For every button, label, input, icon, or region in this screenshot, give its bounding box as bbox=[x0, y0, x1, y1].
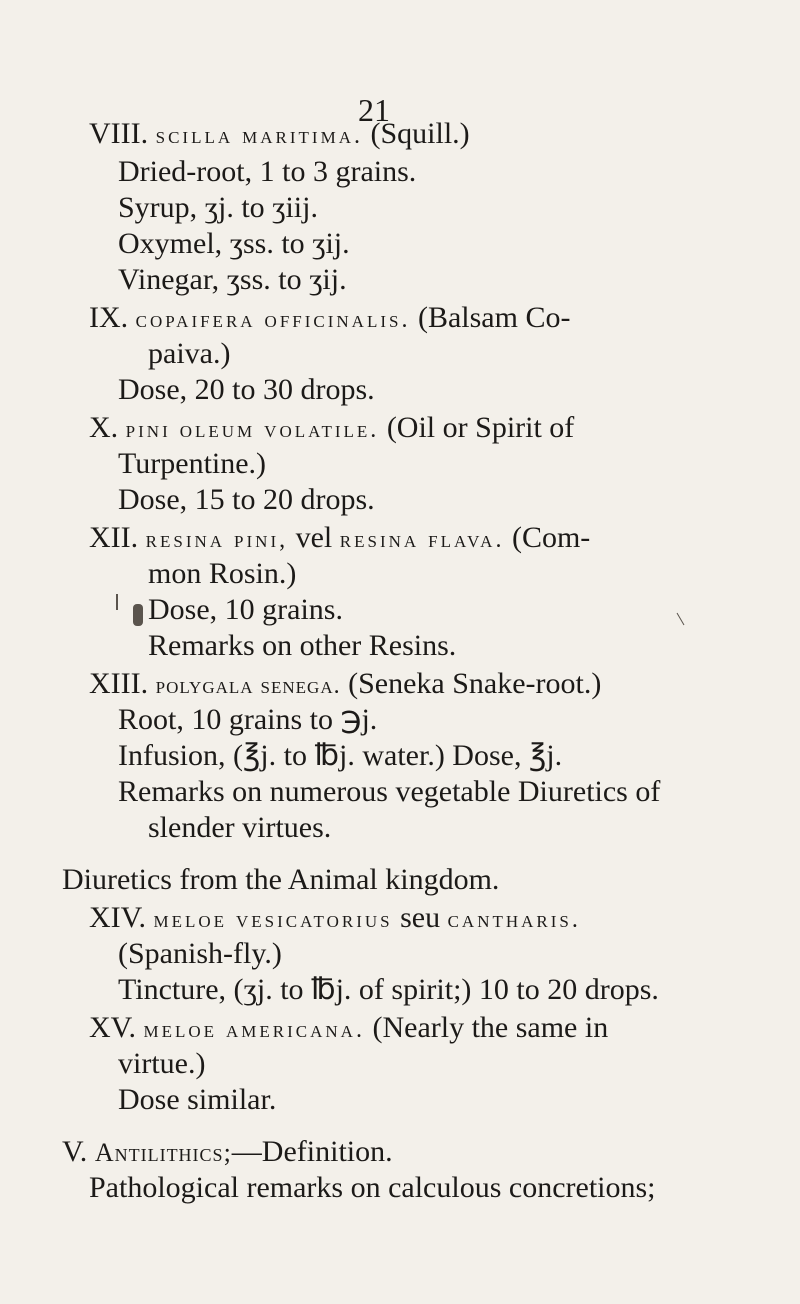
entry-line: Pathological remarks on calculous concretions; bbox=[89, 1171, 656, 1204]
ink-blemish bbox=[116, 594, 118, 610]
entry-number: XV. bbox=[89, 1011, 136, 1044]
entry-line: virtue.) bbox=[118, 1047, 206, 1080]
entry-heading-xiii bbox=[89, 666, 601, 704]
entry-number: V. bbox=[62, 1135, 88, 1168]
common-name: (Seneka Snake-root.) bbox=[348, 667, 602, 700]
entry-line: Dried-root, 1 to 3 grains. bbox=[118, 155, 417, 188]
entry-line: paiva.) bbox=[148, 337, 231, 370]
entry-line: Vinegar, ʒss. to ʒij. bbox=[118, 263, 347, 296]
latin-name: meloe vesicatorius bbox=[153, 907, 393, 933]
entry-line: Infusion, (℥j. to ℔j. water.) Dose, ℥j. bbox=[118, 739, 563, 772]
common-name: (Oil or Spirit of bbox=[386, 411, 575, 444]
common-name: (Com- bbox=[511, 521, 591, 554]
entry-number: XII. bbox=[89, 521, 139, 554]
ink-blemish bbox=[133, 604, 143, 626]
page-number: 21 bbox=[358, 92, 390, 128]
entry-number: IX. bbox=[89, 301, 129, 334]
connector: vel bbox=[295, 521, 333, 554]
entry-heading-xv bbox=[89, 1010, 608, 1048]
entry-number: VIII. bbox=[89, 117, 149, 150]
entry-heading-ix bbox=[89, 300, 570, 338]
latin-name: copaifera officinalis. bbox=[135, 307, 411, 333]
entry-line: (Spanish-fly.) bbox=[118, 937, 282, 970]
entry-line: Root, 10 grains to ℈j. bbox=[118, 703, 378, 736]
common-name: (Squill.) bbox=[370, 117, 470, 150]
latin-name: polygala senega. bbox=[155, 673, 341, 699]
entry-line: Dose, 10 grains. bbox=[148, 593, 343, 626]
common-name: (Nearly the same in bbox=[372, 1011, 609, 1044]
latin-name: resina pini, bbox=[145, 527, 289, 553]
entry-heading-viii bbox=[89, 116, 470, 154]
entry-line: Tincture, (ʒj. to ℔j. of spirit;) 10 to 20 drops. bbox=[118, 973, 659, 1006]
latin-name-alt: cantharis. bbox=[447, 907, 581, 933]
entry-heading-xii bbox=[89, 520, 590, 558]
latin-name: pini oleum volatile. bbox=[125, 417, 380, 443]
entry-line: Oxymel, ʒss. to ʒij. bbox=[118, 227, 350, 260]
entry-heading-xiv bbox=[89, 900, 581, 938]
entry-line: Dose, 20 to 30 drops. bbox=[118, 373, 375, 406]
entry-heading-x bbox=[89, 410, 574, 448]
entry-number: X. bbox=[89, 411, 119, 444]
latin-name: scilla maritima. bbox=[155, 123, 363, 149]
entry-number: XIII. bbox=[89, 667, 149, 700]
common-name: —Definition. bbox=[231, 1135, 393, 1168]
entry-heading-v bbox=[62, 1134, 393, 1171]
entry-line: Turpentine.) bbox=[118, 447, 267, 480]
section-heading: Diuretics from the Animal kingdom. bbox=[62, 863, 500, 896]
entry-number: XIV. bbox=[89, 901, 146, 934]
ink-blemish bbox=[677, 613, 685, 626]
entry-line: Syrup, ʒj. to ʒiij. bbox=[118, 191, 318, 224]
common-name: (Balsam Co- bbox=[417, 301, 571, 334]
latin-name: Antilithics; bbox=[94, 1138, 232, 1167]
entry-line: Dose, 15 to 20 drops. bbox=[118, 483, 375, 516]
entry-line: Dose similar. bbox=[118, 1083, 277, 1116]
latin-name: meloe americana. bbox=[143, 1017, 365, 1043]
entry-line: slender virtues. bbox=[148, 811, 332, 844]
connector: seu bbox=[400, 901, 441, 934]
entry-line: Remarks on other Resins. bbox=[148, 629, 457, 662]
latin-name-alt: resina flava. bbox=[339, 527, 505, 553]
entry-line: Remarks on numerous vegetable Diuretics of bbox=[118, 775, 661, 808]
entry-line: mon Rosin.) bbox=[148, 557, 297, 590]
